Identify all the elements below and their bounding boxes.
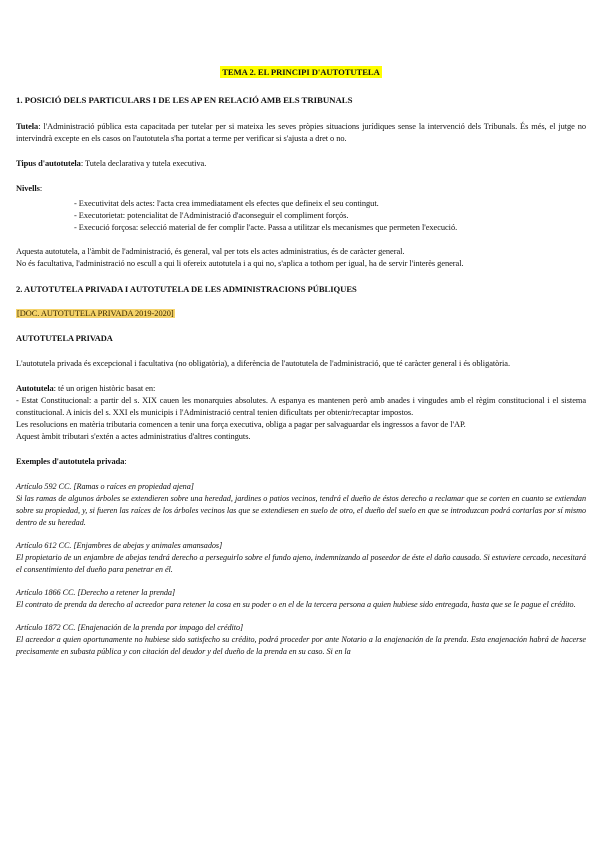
article-text: El propietario de un enjambre de abejas tendrá derecho a perseguirlo sobre el fundo ajeno, indemnizando al poseedor de éste el daño causado. Si estuviere cercado, necesitará el consentimiento del dueño para penetrar en él. bbox=[16, 553, 586, 574]
doc-tag: [DOC. AUTOTUTELA PRIVADA 2019-2020] bbox=[17, 309, 174, 318]
facultativa-paragraph: No és facultativa, l'administració no escull a qui li ofereix autotutela i a qui no, s'aplica a tothom per igual, ha de servir l'interès general. bbox=[16, 259, 464, 268]
article-1872 bbox=[16, 622, 586, 658]
nivells-paragraph bbox=[16, 183, 586, 195]
article-title: Artículo 592 CC. [Ramas o raíces en propiedad ajena] bbox=[16, 482, 194, 491]
resolucions-paragraph: Les resolucions en matèria tributaria comencen a tenir una força executiva, obliga a pagar per salvaguardar els ingressos a favor de l'AP. bbox=[16, 420, 466, 429]
title-wrap bbox=[16, 66, 586, 79]
estat-constitucional-paragraph: - Estat Constitucional: a partir del s. XIX cauen les monarquies absolutes. A espanya es mantenen però amb anades i vingudes amb el règim constitucional i el sistema constitucional. A inicis del s. XXI els municipis i l'Administració central tenien dificultats per obtenir/recaptar impostos. bbox=[16, 396, 586, 417]
section1-heading: 1. POSICIÓ DELS PARTICULARS I DE LES AP EN RELACIÓ AMB ELS TRIBUNALS bbox=[16, 95, 353, 105]
article-title: Artículo 1872 CC. [Enajenación de la prenda por impago del crédito] bbox=[16, 623, 244, 632]
list-item: - Executorietat: potencialitat de l'Administració d'aconseguir el compliment forçós. bbox=[74, 211, 349, 220]
exemples-label: Exemples d'autotutela privada bbox=[16, 457, 125, 466]
exemples-paragraph bbox=[16, 456, 586, 468]
article-text: El contrato de prenda da derecho al acreedor para retener la cosa en su poder o en el de la tercera persona a quien hubiese sido entregada, hasta que se le pague el crédito. bbox=[16, 600, 576, 609]
ambit-tributari-paragraph: Aquest àmbit tributari s'extén a actes administratius d'altres continguts. bbox=[16, 432, 251, 441]
tutela-text: : l'Administració pública esta capacitada per tutelar per si mateixa les seves pròpies situacions jurídiques sense la intervenció dels Tribunals. És més, el jutge no intervindrà excepte en els casos on l'autotutela s'ha portat a terme per verificar si s'ajusta a dret o no. bbox=[16, 122, 586, 143]
nivells-label: Nivells bbox=[16, 184, 40, 193]
autotutela-label: Autotutela bbox=[16, 384, 54, 393]
levels-list bbox=[74, 198, 586, 234]
doc-tag-line bbox=[16, 308, 586, 320]
list-item: - Execució forçosa: selecció material de fer complir l'acte. Passa a utilitzar els mecanismes que permeten l'execució. bbox=[74, 223, 458, 232]
article-592 bbox=[16, 481, 586, 529]
general-paragraph: Aquesta autotutela, a l'àmbit de l'administració, és general, val per tots els actes administratius, és de caràcter general. bbox=[16, 247, 405, 256]
article-title: Artículo 1866 CC. [Derecho a retener la prenda] bbox=[16, 588, 176, 597]
tutela-label: Tutela bbox=[16, 122, 39, 131]
intro-paragraph: L'autotutela privada és excepcional i facultativa (no obligatòria), a diferència de l'autotutela de l'administració, que té caràcter general i és obligatòria. bbox=[16, 359, 511, 368]
nivells-colon: : bbox=[39, 184, 43, 193]
article-title: Artículo 612 CC. [Enjambres de abejas y animales amansados] bbox=[16, 541, 223, 550]
article-text: Si las ramas de algunos árboles se extendieren sobre una heredad, jardines o patios vecinos, tendrá el dueño de éstos derecho a reclamar que se corten en cuanto se extiendan sobre su propiedad, y, si fueren las raíces de los árboles vecinos las que se extendiesen en suelo de otro, el dueño del suelo en que se introduzcan podrá cortarlas por sí mismo dentro de su heredad. bbox=[16, 494, 586, 527]
article-text: El acreedor a quien oportunamente no hubiese sido satisfecho su crédito, podrá proceder por ante Notario a la enajenación de la prenda. Esta enajenación habrá de hacerse precisamente en subasta pública y con citación del deudor y del dueño de la prenda en su caso. Si en la bbox=[16, 635, 586, 656]
autotutela-text: : té un origen històric basat en: bbox=[53, 384, 156, 393]
tipus-paragraph bbox=[16, 158, 586, 170]
section2-heading: 2. AUTOTUTELA PRIVADA I AUTOTUTELA DE LES ADMINISTRACIONS PÚBLIQUES bbox=[16, 284, 357, 294]
document-title: TEMA 2. EL PRINCIPI D'AUTOTUTELA bbox=[222, 67, 380, 77]
tipus-text: : Tutela declarativa y tutela executiva. bbox=[80, 159, 207, 168]
exemples-colon: : bbox=[124, 457, 127, 466]
tipus-label: Tipus d'autotutela bbox=[16, 159, 81, 168]
list-item: - Executivitat dels actes: l'acta crea immediatament els efectes que defineix el seu contingut. bbox=[74, 199, 379, 208]
tutela-paragraph bbox=[16, 121, 586, 145]
article-612 bbox=[16, 540, 586, 576]
autotutela-paragraph bbox=[16, 383, 586, 395]
autotutela-privada-heading: AUTOTUTELA PRIVADA bbox=[16, 334, 113, 343]
article-1866 bbox=[16, 587, 586, 611]
